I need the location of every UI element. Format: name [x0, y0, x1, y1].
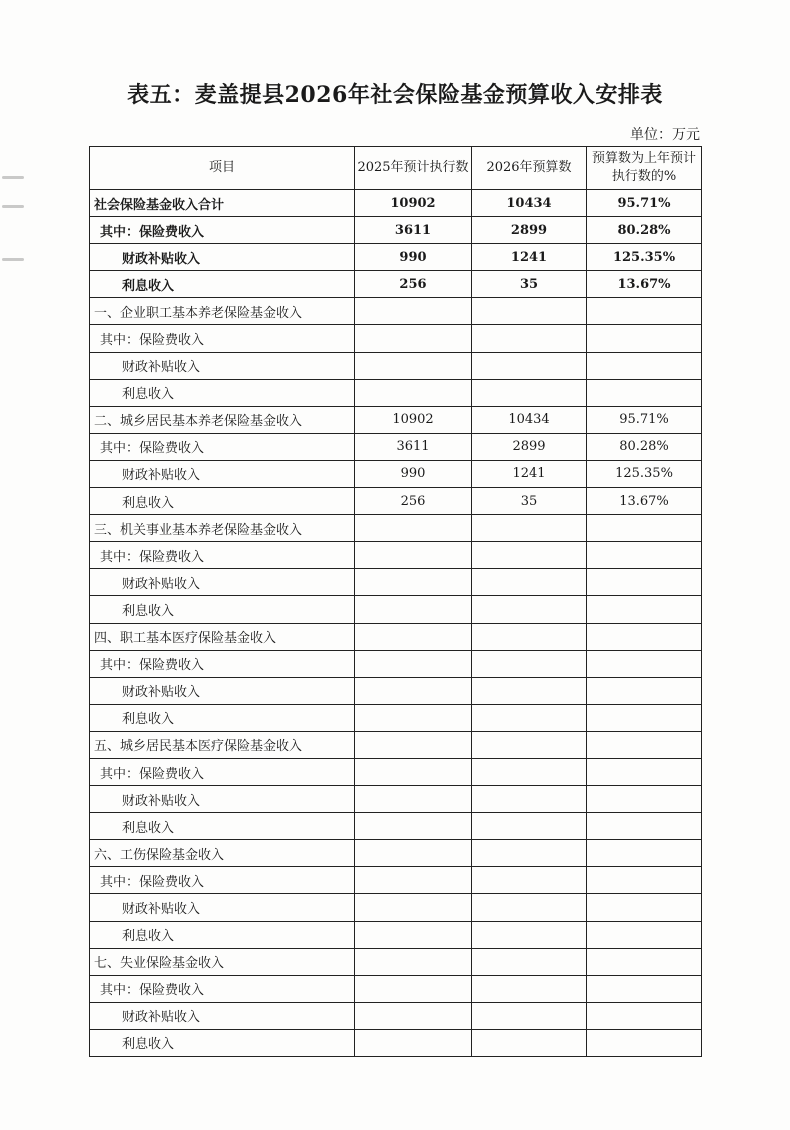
row-prev-actual [355, 379, 472, 406]
row-budget [472, 704, 587, 731]
row-prev-actual: 990 [355, 244, 472, 271]
row-percent [587, 758, 702, 785]
row-percent: 125.35% [587, 460, 702, 487]
table-row [90, 488, 702, 515]
row-budget [472, 650, 587, 677]
unit-label: 单位：万元 [630, 127, 700, 143]
row-prev-actual [355, 515, 472, 542]
table-header-row [90, 147, 702, 190]
table-row [90, 596, 702, 623]
row-percent [587, 1002, 702, 1029]
row-item-label: 三、机关事业基本养老保险基金收入 [90, 515, 355, 542]
row-prev-actual: 3611 [355, 217, 472, 244]
table-row [90, 894, 702, 921]
scan-mark [2, 205, 24, 208]
row-percent [587, 352, 702, 379]
table-row [90, 867, 702, 894]
row-budget [472, 758, 587, 785]
table-row [90, 460, 702, 487]
row-budget [472, 298, 587, 325]
row-percent [587, 948, 702, 975]
row-budget [472, 948, 587, 975]
row-budget [472, 813, 587, 840]
row-item-label: 四、职工基本医疗保险基金收入 [90, 623, 355, 650]
row-prev-actual [355, 596, 472, 623]
row-percent: 80.28% [587, 217, 702, 244]
row-item-label: 利息收入 [90, 813, 355, 840]
row-item-label: 其中：保险费收入 [90, 867, 355, 894]
row-prev-actual [355, 352, 472, 379]
row-budget: 1241 [472, 244, 587, 271]
row-prev-actual [355, 650, 472, 677]
row-item-label: 其中：保险费收入 [90, 433, 355, 460]
row-prev-actual: 3611 [355, 433, 472, 460]
table-row [90, 677, 702, 704]
row-item-label: 利息收入 [90, 704, 355, 731]
row-item-label: 财政补贴收入 [90, 677, 355, 704]
row-item-label: 财政补贴收入 [90, 1002, 355, 1029]
row-item-label: 财政补贴收入 [90, 460, 355, 487]
row-percent [587, 731, 702, 758]
row-prev-actual [355, 1029, 472, 1056]
row-item-label: 利息收入 [90, 1029, 355, 1056]
row-budget [472, 596, 587, 623]
table-row [90, 542, 702, 569]
row-percent: 13.67% [587, 488, 702, 515]
row-prev-actual [355, 569, 472, 596]
row-budget [472, 921, 587, 948]
row-percent [587, 515, 702, 542]
scan-mark [2, 176, 24, 179]
table-row [90, 840, 702, 867]
row-budget: 35 [472, 271, 587, 298]
row-item-label: 五、城乡居民基本医疗保险基金收入 [90, 731, 355, 758]
row-item-label: 二、城乡居民基本养老保险基金收入 [90, 406, 355, 433]
row-budget: 10434 [472, 406, 587, 433]
table-row [90, 731, 702, 758]
row-prev-actual [355, 623, 472, 650]
row-prev-actual [355, 677, 472, 704]
row-prev-actual [355, 894, 472, 921]
table-row [90, 813, 702, 840]
row-prev-actual [355, 704, 472, 731]
row-percent [587, 867, 702, 894]
row-budget [472, 515, 587, 542]
row-prev-actual [355, 948, 472, 975]
row-percent: 13.67% [587, 271, 702, 298]
table-row [90, 379, 702, 406]
table-row [90, 217, 702, 244]
row-item-label: 财政补贴收入 [90, 786, 355, 813]
row-budget: 35 [472, 488, 587, 515]
row-budget [472, 894, 587, 921]
table-row [90, 515, 702, 542]
page-title: 表五：麦盖提县2026年社会保险基金预算收入安排表 [127, 82, 663, 108]
header-percent: 预算数为上年预计执行数的% [587, 147, 702, 190]
row-budget [472, 325, 587, 352]
row-budget [472, 867, 587, 894]
row-item-label: 财政补贴收入 [90, 244, 355, 271]
row-item-label: 其中：保险费收入 [90, 325, 355, 352]
row-prev-actual [355, 298, 472, 325]
row-budget [472, 975, 587, 1002]
row-item-label: 七、失业保险基金收入 [90, 948, 355, 975]
row-item-label: 其中：保险费收入 [90, 975, 355, 1002]
header-budget: 2026年预算数 [472, 147, 587, 190]
row-percent [587, 894, 702, 921]
table-row [90, 786, 702, 813]
row-percent [587, 325, 702, 352]
row-item-label: 利息收入 [90, 596, 355, 623]
row-prev-actual [355, 921, 472, 948]
row-item-label: 财政补贴收入 [90, 894, 355, 921]
table-row [90, 704, 702, 731]
row-percent [587, 813, 702, 840]
row-item-label: 社会保险基金收入合计 [90, 190, 355, 217]
row-percent [587, 623, 702, 650]
row-prev-actual [355, 840, 472, 867]
table-row [90, 650, 702, 677]
row-budget [472, 379, 587, 406]
row-budget [472, 786, 587, 813]
header-prev-actual: 2025年预计执行数 [355, 147, 472, 190]
row-percent [587, 650, 702, 677]
table-row [90, 352, 702, 379]
header-item: 项目 [90, 147, 355, 190]
row-prev-actual [355, 542, 472, 569]
row-percent [587, 379, 702, 406]
table-row [90, 406, 702, 433]
row-budget: 2899 [472, 433, 587, 460]
row-prev-actual [355, 975, 472, 1002]
row-budget [472, 1002, 587, 1029]
row-percent [587, 298, 702, 325]
row-prev-actual [355, 325, 472, 352]
row-percent [587, 975, 702, 1002]
row-prev-actual [355, 1002, 472, 1029]
table-row [90, 623, 702, 650]
row-item-label: 利息收入 [90, 379, 355, 406]
row-percent [587, 704, 702, 731]
row-percent [587, 921, 702, 948]
row-budget [472, 731, 587, 758]
row-percent [587, 542, 702, 569]
row-percent [587, 786, 702, 813]
row-percent [587, 840, 702, 867]
row-budget [472, 840, 587, 867]
row-percent [587, 677, 702, 704]
row-item-label: 其中：保险费收入 [90, 217, 355, 244]
table-row [90, 948, 702, 975]
row-item-label: 一、企业职工基本养老保险基金收入 [90, 298, 355, 325]
row-prev-actual: 10902 [355, 190, 472, 217]
row-percent [587, 1029, 702, 1056]
table-row [90, 569, 702, 596]
row-budget [472, 569, 587, 596]
table-row [90, 1029, 702, 1056]
row-budget: 1241 [472, 460, 587, 487]
row-prev-actual: 10902 [355, 406, 472, 433]
table-row [90, 190, 702, 217]
row-item-label: 财政补贴收入 [90, 352, 355, 379]
row-item-label: 其中：保险费收入 [90, 650, 355, 677]
row-prev-actual: 990 [355, 460, 472, 487]
row-item-label: 其中：保险费收入 [90, 758, 355, 785]
row-prev-actual [355, 813, 472, 840]
row-prev-actual [355, 867, 472, 894]
table-row [90, 921, 702, 948]
table-row [90, 325, 702, 352]
row-percent: 95.71% [587, 190, 702, 217]
row-budget: 10434 [472, 190, 587, 217]
table-row [90, 433, 702, 460]
row-percent: 95.71% [587, 406, 702, 433]
table-row [90, 298, 702, 325]
table-row [90, 271, 702, 298]
row-percent [587, 569, 702, 596]
budget-table [89, 146, 702, 1057]
row-item-label: 利息收入 [90, 271, 355, 298]
row-item-label: 其中：保险费收入 [90, 542, 355, 569]
row-budget [472, 542, 587, 569]
row-prev-actual: 256 [355, 488, 472, 515]
row-budget [472, 623, 587, 650]
row-item-label: 六、工伤保险基金收入 [90, 840, 355, 867]
row-item-label: 财政补贴收入 [90, 569, 355, 596]
row-prev-actual [355, 786, 472, 813]
scan-mark [2, 258, 24, 261]
row-budget [472, 1029, 587, 1056]
row-percent: 80.28% [587, 433, 702, 460]
row-budget [472, 677, 587, 704]
row-budget: 2899 [472, 217, 587, 244]
table-row [90, 975, 702, 1002]
row-percent: 125.35% [587, 244, 702, 271]
row-budget [472, 352, 587, 379]
row-prev-actual [355, 758, 472, 785]
row-percent [587, 596, 702, 623]
table-row [90, 1002, 702, 1029]
row-prev-actual: 256 [355, 271, 472, 298]
row-item-label: 利息收入 [90, 488, 355, 515]
table-row [90, 244, 702, 271]
table-row [90, 758, 702, 785]
row-item-label: 利息收入 [90, 921, 355, 948]
row-prev-actual [355, 731, 472, 758]
